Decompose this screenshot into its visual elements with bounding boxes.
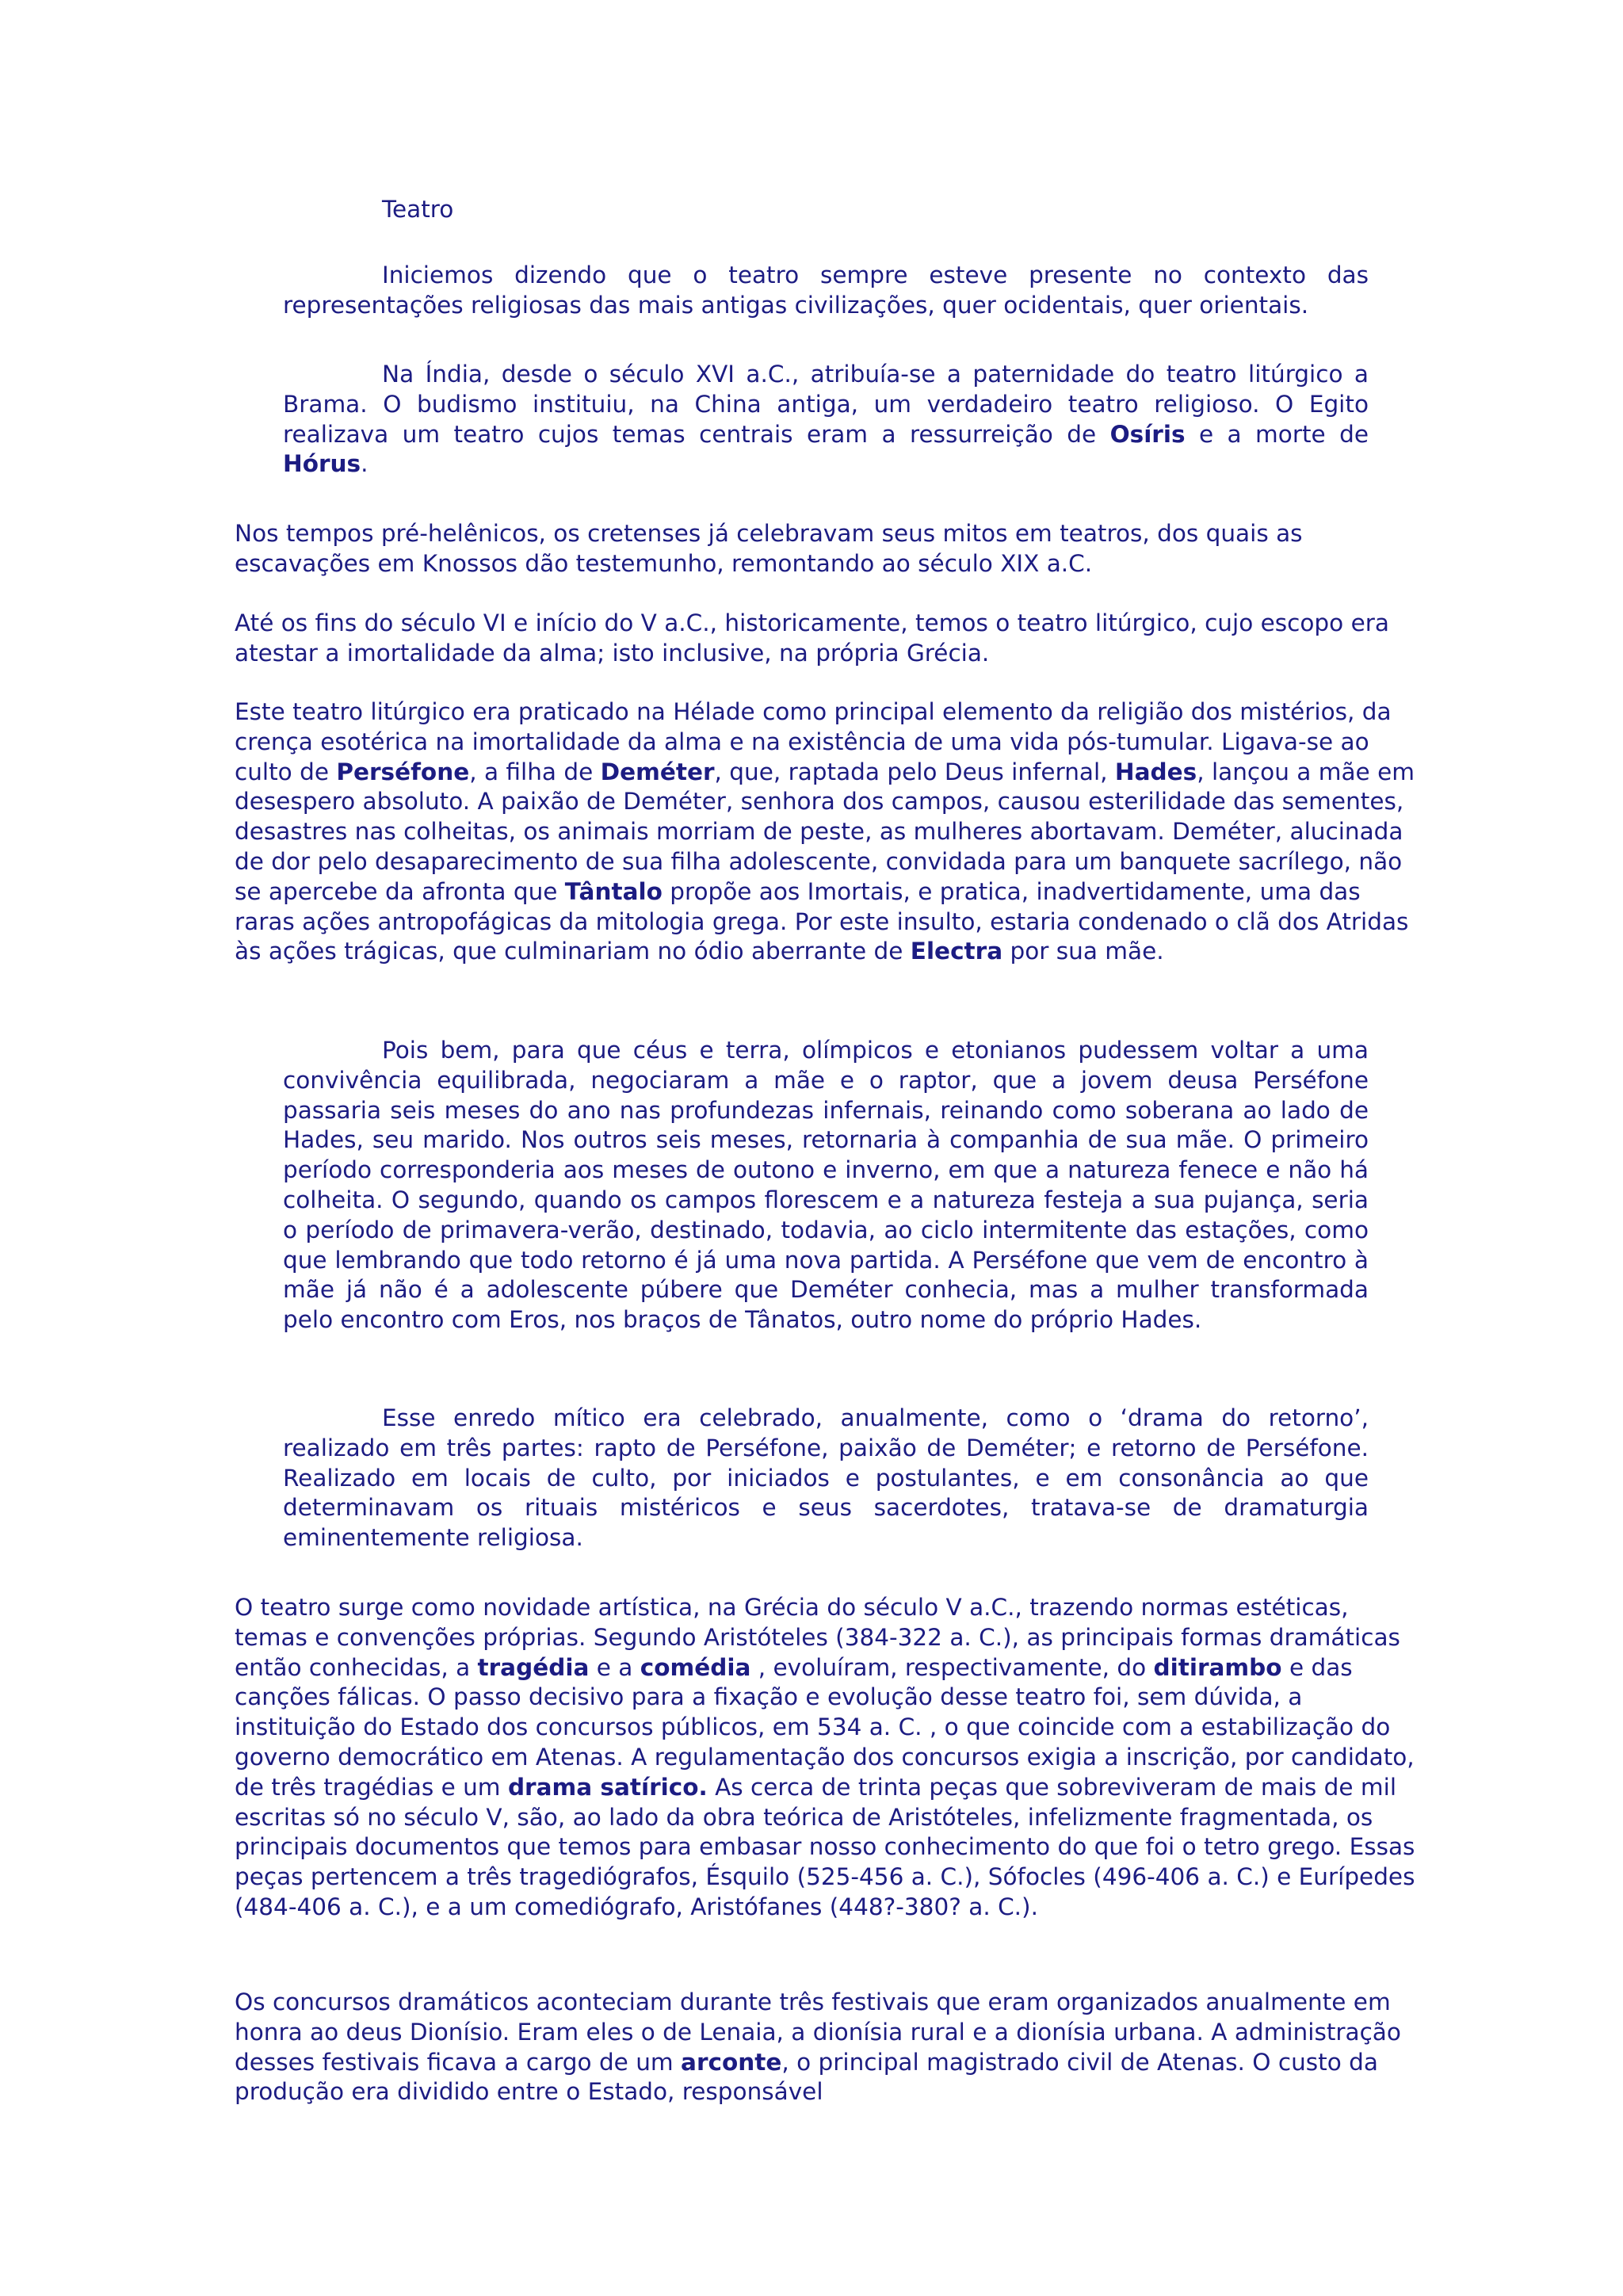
text-run: O teatro surge como novidade artística, na Grécia do século V a.C., trazendo normas estéticas, temas e convenções próprias. Segundo Aristóteles (384-322 a. C.), as principais formas dramáticas então conhecidas, a	[235, 1594, 1400, 1681]
bold-term: Electra	[910, 938, 1003, 965]
text-run: propõe aos Imortais, e pratica, inadvertidamente, uma das raras ações antropofágicas da mitologia grega. Por este insulto, estaria condenado o clã dos Atridas às ações trágicas, que culminariam no ódio aberrante de	[235, 877, 1409, 965]
paragraph-6	[283, 1036, 1369, 1335]
paragraph-7	[283, 1404, 1369, 1553]
bold-term: arconte	[681, 2048, 782, 2076]
paragraph-2	[283, 360, 1369, 479]
text-run: Este teatro litúrgico era praticado na Hélade como principal elemento da religião dos mistérios, da crença esotérica na imortalidade da alma e na existência de uma vida pós-tumular. Ligava-se ao culto de	[235, 698, 1392, 785]
text-run: Pois bem, para que céus e terra, olímpicos e etonianos pudessem voltar a uma convivência equilibrada, negociaram a mãe e o raptor, que a jovem deusa Perséfone passaria seis meses do ano nas profundezas infernais, reinando como soberana ao lado de Hades, seu marido. Nos outros seis meses, retornaria à companhia de sua mãe. O primeiro período corresponderia aos meses de outono e inverno, em que a natureza fenece e não há colheita. O segundo, quando os campos florescem e a natureza festeja a sua pujança, seria o período de primavera-verão, destinado, todavia, ao ciclo intermitente das estações, como que lembrando que todo retorno é já uma nova partida. A Perséfone que vem de encontro à mãe já não é a adolescente púbere que Deméter conhecia, mas a mulher transformada pelo encontro com Eros, nos braços de Tânatos, outro nome do próprio Hades.	[283, 1037, 1369, 1334]
document-title: Teatro	[382, 196, 454, 223]
bold-term: Tântalo	[564, 877, 663, 905]
text-run: e das canções fálicas. O passo decisivo para a fixação e evolução desse teatro foi, sem dúvida, a instituição do Estado dos concursos públicos, em 534 a. C. , o que coincide com a estabilização do governo democrático em Atenas. A regulamentação dos concursos exigia a inscrição, por candidato, de três tragédias e um	[235, 1653, 1415, 1801]
text-run: Esse enredo mítico era celebrado, anualmente, como o ‘drama do retorno’, realizado em três partes: rapto de Perséfone, paixão de Deméter; e retorno de Perséfone. Realizado em locais de culto, por iniciados e postulantes, e em consonância ao que determinavam os rituais mistéricos e seus sacerdotes, tratava-se de dramaturgia eminentemente religiosa.	[283, 1404, 1369, 1552]
text-run: As cerca de trinta peças que sobreviveram de mais de mil escritas só no século V, são, ao lado da obra teórica de Aristóteles, infelizmente fragmentada, os principais documentos que temos para embasar nosso conhecimento do que foi o tetro grego. Essas peças pertencem a três tragediógrafos, Ésquilo (525-456 a. C.), Sófocles (496-406 a. C.) e Eurípedes (484-406 a. C.), e a um comediógrafo, Aristófanes (448?-380? a. C.).	[235, 1773, 1415, 1920]
bold-term: tragédia	[477, 1653, 590, 1681]
text-run: Os concursos dramáticos aconteciam durante três festivais que eram organizados anualmente em honra ao deus Dionísio. Eram eles o de Lenaia, a dionísia rural e a dionísia urbana. A administração desses festivais ficava a cargo de um	[235, 1988, 1401, 2076]
text-run: , lançou a mãe em desespero absoluto. A paixão de Deméter, senhora dos campos, causou esterilidade das sementes, desastres nas colheitas, os animais morriam de peste, as mulheres abortavam. Deméter, alucinada de dor pelo desaparecimento de sua filha adolescente, convidada para um banquete sacrílego, não se apercebe da afronta que	[235, 758, 1415, 905]
bold-term: drama satírico.	[507, 1773, 708, 1801]
bold-term: Hades	[1114, 758, 1197, 785]
paragraph-9	[235, 1988, 1415, 2107]
text-run: Nos tempos pré-helênicos, os cretenses já celebravam seus mitos em teatros, dos quais as escavações em Knossos dão testemunho, remontando ao século XIX a.C.	[235, 520, 1303, 577]
bold-term: Hórus	[283, 450, 361, 478]
text-run: .	[361, 450, 369, 478]
text-run: e a	[589, 1653, 640, 1681]
bold-term: comédia	[640, 1653, 751, 1681]
text-run: , a filha de	[469, 758, 601, 785]
paragraph-4	[235, 609, 1415, 669]
text-run: Iniciemos dizendo que o teatro sempre esteve presente no contexto das representações religiosas das mais antigas civilizações, quer ocidentais, quer orientais.	[283, 262, 1369, 319]
paragraph-1	[283, 261, 1369, 321]
text-run: por sua mãe.	[1002, 938, 1164, 965]
paragraph-3	[235, 519, 1415, 579]
bold-term: Deméter	[600, 758, 715, 785]
bold-term: Perséfone	[336, 758, 470, 785]
text-run: , o principal magistrado civil de Atenas. O custo da produção era dividido entre o Estado, responsável	[235, 2048, 1378, 2106]
text-run: , evoluíram, respectivamente, do	[750, 1653, 1154, 1681]
paragraph-5	[235, 697, 1415, 967]
bold-term: ditirambo	[1153, 1653, 1282, 1681]
bold-term: Osíris	[1109, 420, 1186, 448]
text-run: Até os fins do século VI e início do V a.C., historicamente, temos o teatro litúrgico, cujo escopo era atestar a imortalidade da alma; isto inclusive, na própria Grécia.	[235, 609, 1389, 667]
text-run: , que, raptada pelo Deus infernal,	[714, 758, 1115, 785]
text-run: Na Índia, desde o século XVI a.C., atribuía-se a paternidade do teatro litúrgico a Brama. O budismo instituiu, na China antiga, um verdadeiro teatro religioso. O Egito realizava um teatro cujos temas centrais eram a ressurreição de	[283, 361, 1369, 448]
text-run: e a morte de	[1185, 420, 1369, 448]
paragraph-8	[235, 1593, 1415, 1923]
